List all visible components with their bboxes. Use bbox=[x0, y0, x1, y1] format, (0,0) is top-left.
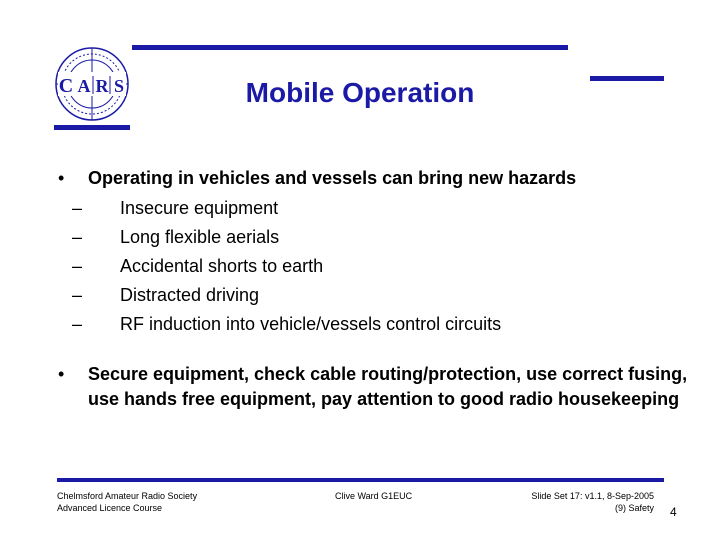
dash-marker: – bbox=[72, 256, 83, 276]
slide-title: Mobile Operation bbox=[245, 77, 475, 108]
logo-letter-a: A bbox=[77, 76, 91, 96]
sub-item-text: RF induction into vehicle/vessels control circuits bbox=[120, 314, 502, 334]
footer-rule bbox=[57, 478, 664, 482]
bullet-item bbox=[58, 166, 678, 191]
page-number: 4 bbox=[670, 505, 677, 519]
cars-logo bbox=[52, 44, 132, 124]
dash-marker: – bbox=[72, 314, 83, 334]
header-rule-right bbox=[590, 76, 664, 81]
dash-marker: – bbox=[72, 227, 83, 247]
dash-marker: – bbox=[72, 198, 83, 218]
logo-letter-c: C bbox=[58, 75, 74, 97]
header-rule-top bbox=[132, 45, 568, 50]
bullet-text: Secure equipment, check cable routing/protection, use correct fusing, use hands free equipment, pay attention to good radio housekeeping bbox=[88, 364, 688, 409]
header-rule-left bbox=[54, 125, 130, 130]
sub-item bbox=[72, 310, 678, 339]
dash-marker: – bbox=[72, 285, 83, 305]
sub-item bbox=[72, 223, 678, 252]
bullet-item bbox=[58, 362, 688, 411]
footer-course: Advanced Licence Course bbox=[57, 503, 163, 513]
footer-author: Clive Ward G1EUC bbox=[335, 491, 413, 501]
footer-org-name: Chelmsford Amateur Radio Society bbox=[57, 491, 198, 501]
sub-item bbox=[72, 194, 678, 223]
bullet-text: Operating in vehicles and vessels can bring new hazards bbox=[88, 168, 577, 188]
sub-item bbox=[72, 281, 678, 310]
bullet-dot: • bbox=[58, 364, 65, 384]
footer-slide-set bbox=[480, 490, 654, 514]
bullet-list bbox=[58, 166, 678, 339]
sub-item bbox=[72, 252, 678, 281]
logo-letter-r: R bbox=[95, 76, 109, 96]
sub-list bbox=[58, 194, 678, 339]
footer-slide-set-version: Slide Set 17: v1.1, 8-Sep-2005 bbox=[531, 491, 654, 501]
logo-letter-s: S bbox=[113, 76, 125, 96]
sub-item-text: Insecure equipment bbox=[120, 198, 279, 218]
sub-item-text: Distracted driving bbox=[120, 285, 260, 305]
sub-item-text: Long flexible aerials bbox=[120, 227, 280, 247]
bullet-dot: • bbox=[58, 168, 65, 188]
footer-org bbox=[57, 490, 197, 514]
footer-slide-set-topic: (9) Safety bbox=[614, 503, 654, 513]
sub-item-text: Accidental shorts to earth bbox=[120, 256, 324, 276]
